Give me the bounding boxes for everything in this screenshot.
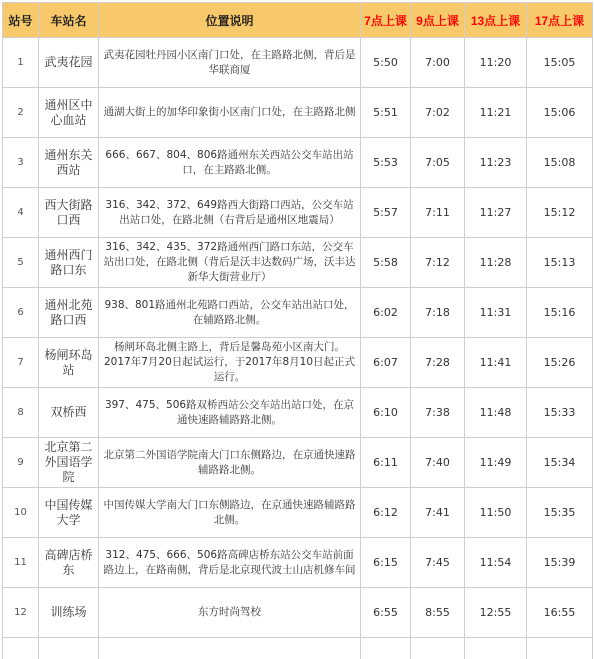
time-7: 6:07 (361, 338, 411, 388)
station-location: 中国传媒大学南大门口东侧路边，在京通快速路辅路路北侧。 (99, 488, 361, 538)
time-13: 11:48 (465, 388, 527, 438)
time-13: 11:23 (465, 138, 527, 188)
header-13pm: 13点上课 (465, 3, 527, 38)
time-13: 11:31 (465, 288, 527, 338)
station-name: 武夷花园 (39, 38, 99, 88)
table-row (3, 488, 593, 538)
time-13: 11:49 (465, 438, 527, 488)
table-row (3, 188, 593, 238)
time-13: 11:41 (465, 338, 527, 388)
time-17: 15:05 (527, 38, 593, 88)
time-13: 11:21 (465, 88, 527, 138)
time-7: 5:50 (361, 38, 411, 88)
time-9: 7:28 (411, 338, 465, 388)
station-location: 666、667、804、806路通州东关西站公交车站出站口，在主路路北侧。 (99, 138, 361, 188)
time-13: 11:50 (465, 488, 527, 538)
time-9: 7:40 (411, 438, 465, 488)
time-9: 7:00 (411, 38, 465, 88)
station-name: 通州西门路口东 (39, 238, 99, 288)
time-9: 7:12 (411, 238, 465, 288)
table-row (3, 438, 593, 488)
header-9am: 9点上课 (411, 3, 465, 38)
header-station-no: 站号 (3, 3, 39, 38)
station-no: 7 (3, 338, 39, 388)
time-13: 11:54 (465, 538, 527, 588)
header-station-name: 车站名 (39, 3, 99, 38)
time-7: 5:58 (361, 238, 411, 288)
table-row (3, 588, 593, 638)
time-7: 5:53 (361, 138, 411, 188)
time-9: 8:55 (411, 588, 465, 638)
shuttle-schedule-table (2, 2, 593, 659)
station-name: 高碑店桥东 (39, 538, 99, 588)
station-no: 8 (3, 388, 39, 438)
time-17: 16:55 (527, 588, 593, 638)
time-9: 7:05 (411, 138, 465, 188)
time-7: 6:12 (361, 488, 411, 538)
time-17: 15:26 (527, 338, 593, 388)
table-header-row (3, 3, 593, 38)
station-location: 北京第二外国语学院南大门口东侧路边，在京通快速路辅路路北侧。 (99, 438, 361, 488)
station-name: 北京第二外国语学院 (39, 438, 99, 488)
table-row (3, 138, 593, 188)
station-no: 11 (3, 538, 39, 588)
time-17: 15:34 (527, 438, 593, 488)
station-no: 6 (3, 288, 39, 338)
station-no: 5 (3, 238, 39, 288)
station-location: 397、475、506路双桥西站公交车站出站口处，在京通快速路辅路路北侧。 (99, 388, 361, 438)
time-7: 6:15 (361, 538, 411, 588)
station-location: 312、475、666、506路高碑店桥东站公交车站前面路边上，在路南侧，背后是北京现代波士山店机修车间 (99, 538, 361, 588)
table-row (3, 38, 593, 88)
time-13: 11:20 (465, 38, 527, 88)
table-row (3, 338, 593, 388)
table-row (3, 88, 593, 138)
station-name: 双桥西 (39, 388, 99, 438)
station-location: 杨闸环岛北侧主路上，背后是馨岛苑小区南大门。2017年7月20日起试运行，于2017年8月10日起正式运行。 (99, 338, 361, 388)
station-name: 通州北苑路口西 (39, 288, 99, 338)
time-17: 15:39 (527, 538, 593, 588)
table-row (3, 238, 593, 288)
station-location: 316、342、435、372路通州西门路口东站，公交车站出口处，在路北侧（背后是沃丰达数码广场，沃丰达新华大街营业厅） (99, 238, 361, 288)
station-no: 9 (3, 438, 39, 488)
table-row (3, 388, 593, 438)
time-17: 15:12 (527, 188, 593, 238)
station-location: 938、801路通州北苑路口西站，公交车站出站口处，在辅路路北侧。 (99, 288, 361, 338)
table-row-partial (3, 638, 593, 659)
time-7: 5:51 (361, 88, 411, 138)
station-name: 西大街路口西 (39, 188, 99, 238)
time-9: 7:02 (411, 88, 465, 138)
time-9: 7:41 (411, 488, 465, 538)
station-no: 1 (3, 38, 39, 88)
time-17: 15:13 (527, 238, 593, 288)
header-17pm: 17点上课 (527, 3, 593, 38)
time-9: 7:11 (411, 188, 465, 238)
time-9: 7:45 (411, 538, 465, 588)
station-no: 12 (3, 588, 39, 638)
time-9: 7:38 (411, 388, 465, 438)
station-location: 316、342、372、649路西大街路口西站，公交车站出站口处，在路北侧（右背后是通州区地震局） (99, 188, 361, 238)
time-7: 6:02 (361, 288, 411, 338)
time-13: 12:55 (465, 588, 527, 638)
time-13: 11:28 (465, 238, 527, 288)
time-17: 15:16 (527, 288, 593, 338)
station-no: 3 (3, 138, 39, 188)
table-row (3, 288, 593, 338)
time-17: 15:06 (527, 88, 593, 138)
time-7: 6:10 (361, 388, 411, 438)
time-7: 6:11 (361, 438, 411, 488)
header-7am: 7点上课 (361, 3, 411, 38)
time-13: 11:27 (465, 188, 527, 238)
station-name: 中国传媒大学 (39, 488, 99, 538)
time-17: 15:35 (527, 488, 593, 538)
station-name: 通州东关西站 (39, 138, 99, 188)
time-17: 15:33 (527, 388, 593, 438)
time-7: 6:55 (361, 588, 411, 638)
station-no: 2 (3, 88, 39, 138)
station-no: 10 (3, 488, 39, 538)
table-row (3, 538, 593, 588)
time-7: 5:57 (361, 188, 411, 238)
time-9: 7:18 (411, 288, 465, 338)
station-location: 东方时尚驾校 (99, 588, 361, 638)
station-location: 武夷花园牡丹园小区南门口处，在主路路北侧，背后是华联商厦 (99, 38, 361, 88)
station-location: 通湖大街上的加华印象街小区南门口处，在主路路北侧 (99, 88, 361, 138)
station-name: 训练场 (39, 588, 99, 638)
station-name: 杨闸环岛站 (39, 338, 99, 388)
header-location: 位置说明 (99, 3, 361, 38)
station-name: 通州区中心血站 (39, 88, 99, 138)
station-no: 4 (3, 188, 39, 238)
time-17: 15:08 (527, 138, 593, 188)
